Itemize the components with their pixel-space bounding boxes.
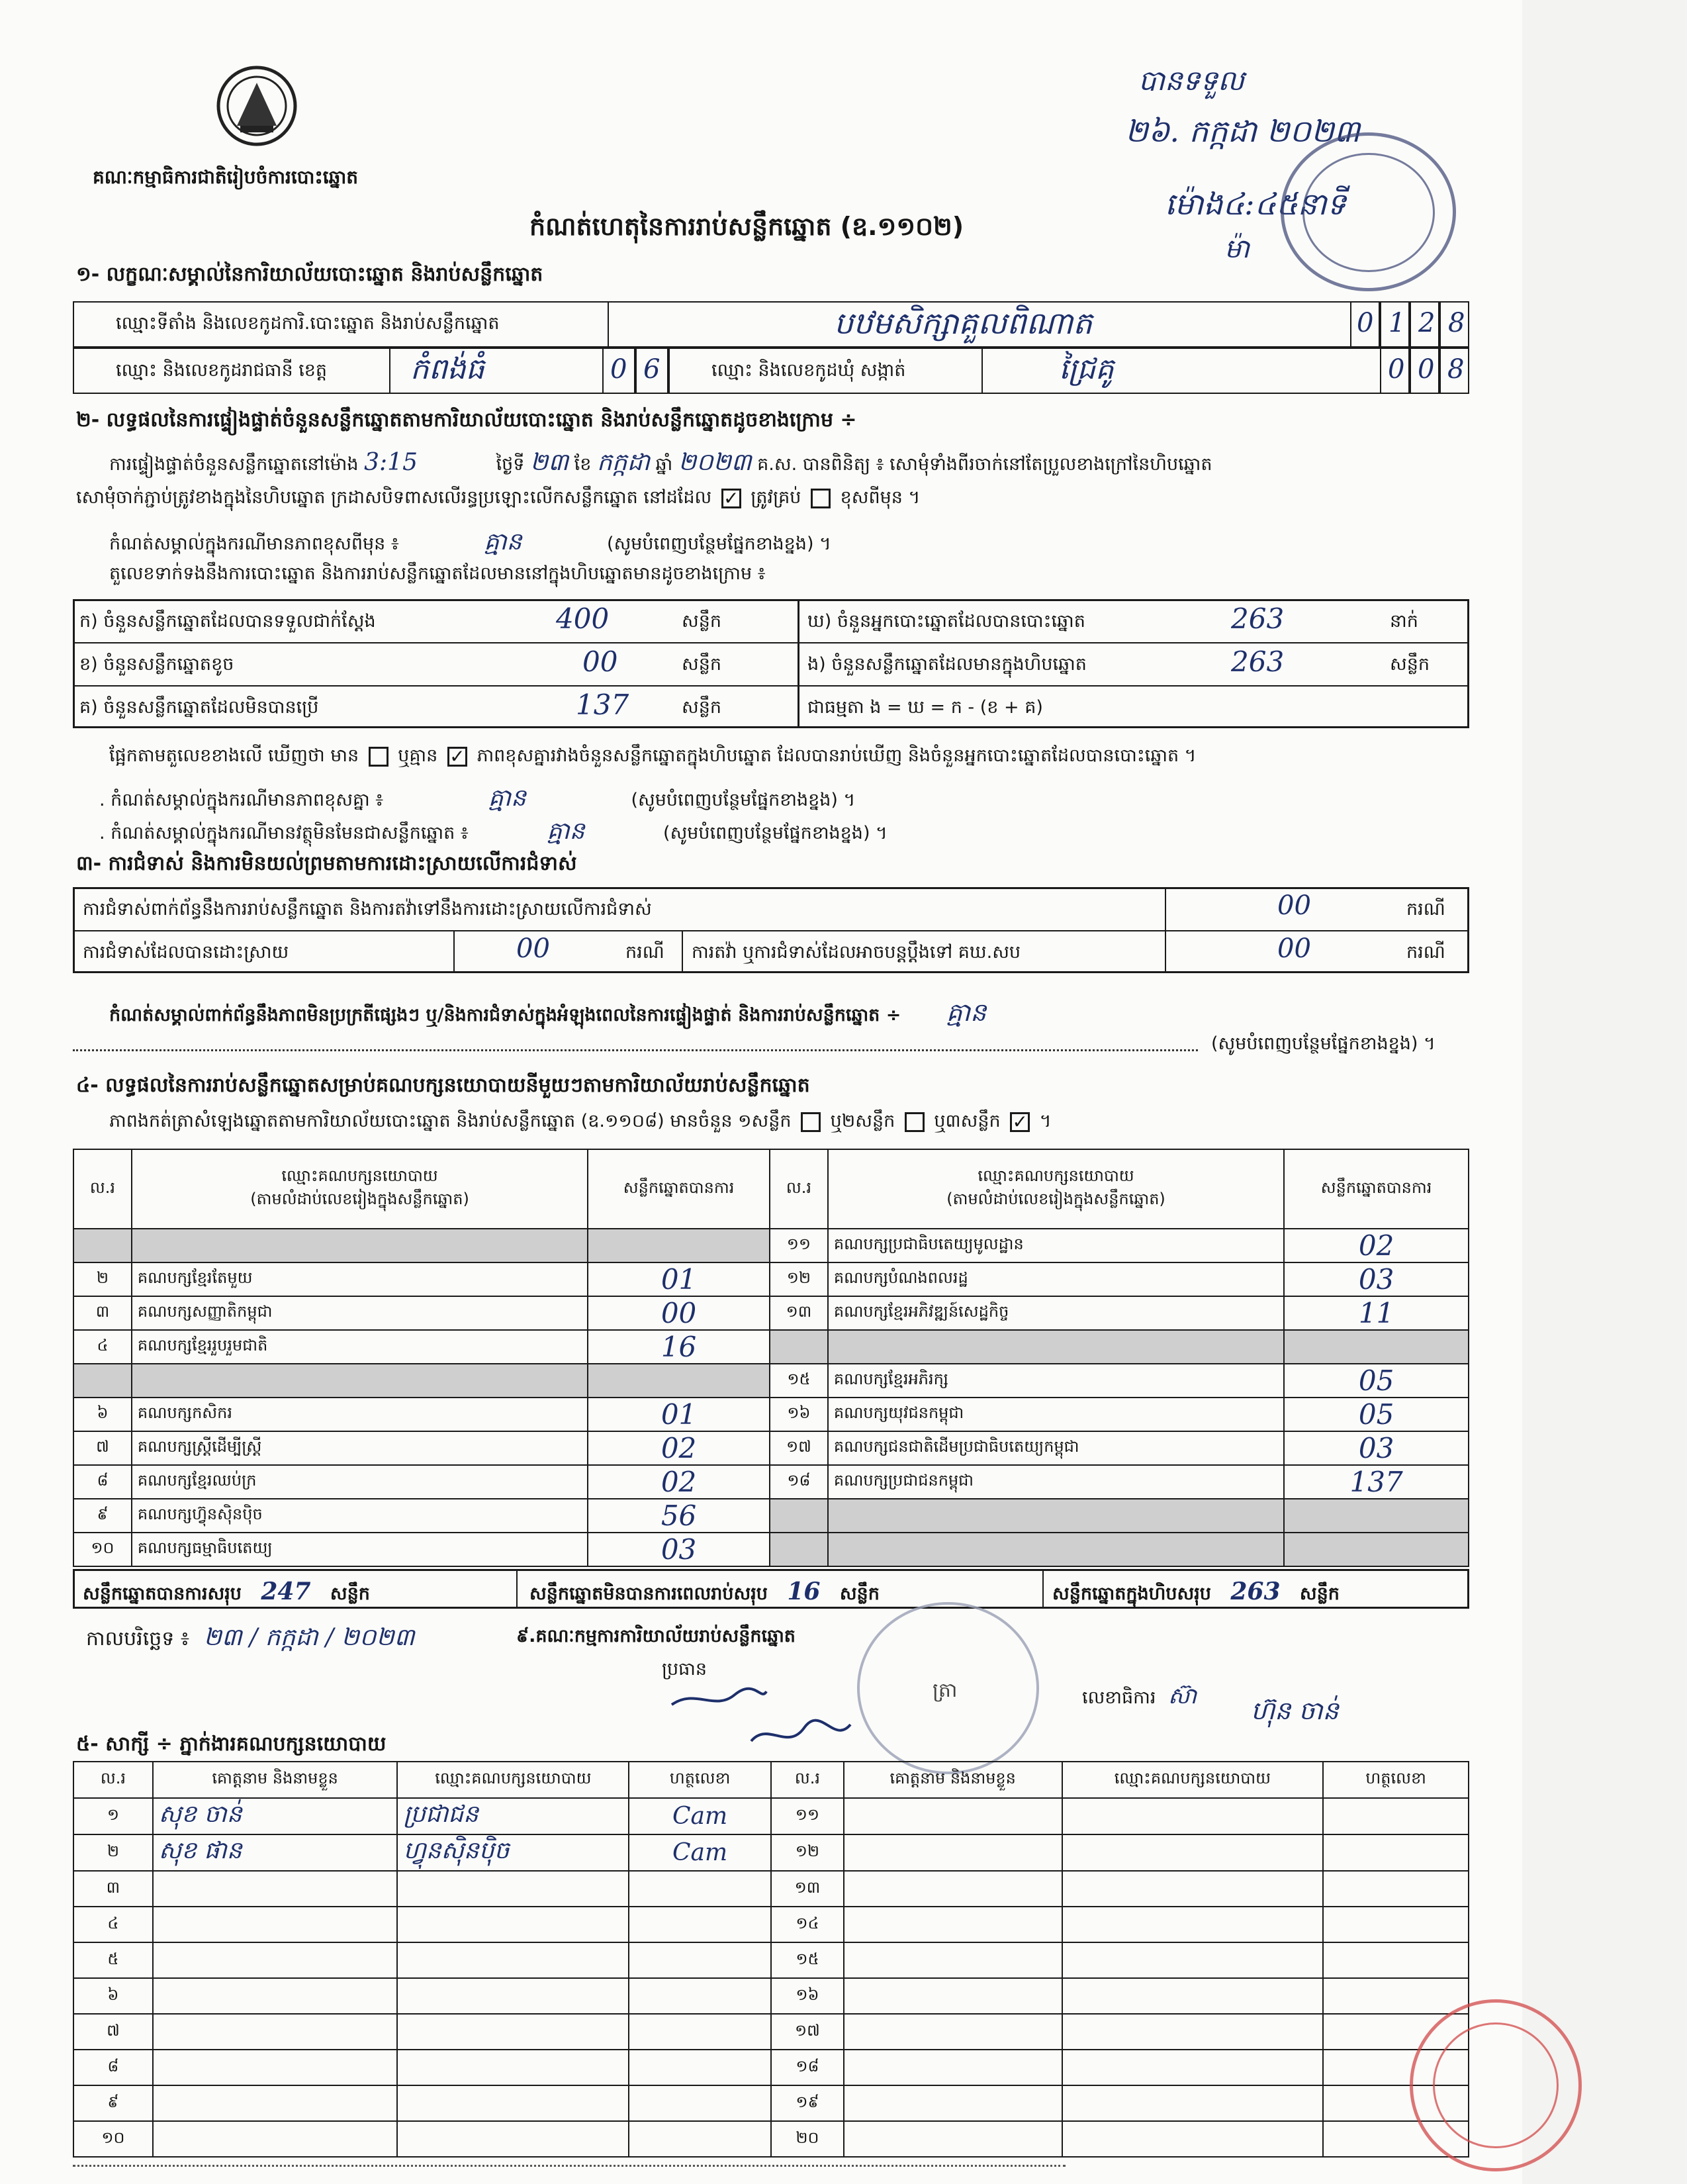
witness-signature: Cam (629, 1798, 771, 1834)
divider (516, 1569, 518, 1609)
witness-number: ៧ (73, 2014, 153, 2050)
section2-title: ២- លទ្ធផលនៃការផ្ទៀងផ្ទាត់ចំនួនសន្លឹកឆ្នោតតាមការិយាល័យបោះឆ្នោត និងរាប់សន្លឹកឆ្នោតដូចខាងក្រោម ÷ (76, 408, 857, 432)
resolved-label: ការជំទាស់ដែលបានដោះស្រាយ (83, 942, 289, 963)
irregularity-fill-note: (សូមបំពេញបន្ថែមផ្នែកខាងខ្នង) ។ (1211, 1033, 1436, 1054)
witness-signature (1323, 1798, 1469, 1834)
party-number (73, 1229, 132, 1262)
witness-number: ១៨ (771, 2050, 844, 2085)
party-name: គណបក្សខ្មែរអភិវឌ្ឍន៍សេដ្ឋកិច្ច (828, 1296, 1284, 1330)
witness-party (1062, 1907, 1324, 1942)
party-name: គណបក្សខ្មែរតែមួយ (132, 1262, 588, 1296)
resolved-value: 00 (516, 933, 550, 964)
results-table (73, 1149, 1469, 1567)
figure-value: 263 (1231, 645, 1285, 678)
summary-box-total: សន្លឹកឆ្នោតក្នុងហិបសរុប 263 សន្លឹក (1052, 1578, 1340, 1605)
party-name: គណបក្សជនជាតិដើមប្រជាធិបតេយ្យកម្ពុជា (828, 1431, 1284, 1465)
party-number: ៨ (73, 1465, 132, 1499)
witness-party (1062, 1942, 1324, 1978)
verify-line: ការផ្ទៀងផ្ទាត់ចំនួនសន្លឹកឆ្នោតនៅម៉ោង 3:15 ថ្ងៃទី ២៣ ខែ កក្កដា ឆ្នាំ ២០២៣ គ.ស. បានពិនិត្យ ៖ សោមុំទាំងពីរចាក់នៅតែប្រួលខាងក្រៅនៃហិបឆ្នោត (109, 449, 1212, 476)
figure-label: គ) ចំនួនសន្លឹកឆ្នោតដែលមិនបានប្រើ (79, 697, 319, 718)
witness-name (844, 2121, 1062, 2157)
discrepancy-line: ផ្អែកតាមតួលេខខាងលើ ឃើញថា មាន ឬគ្មាន ✓ ភាពខុសគ្នារវាងចំនួនសន្លឹកឆ្នោតក្នុងហិបឆ្នោត ដែលបានរាប់ឃើញ និងចំនួនអ្នកបោះឆ្នោតដែលបានបោះឆ្នោត ។ (109, 745, 1197, 767)
witness-signature (1323, 1942, 1469, 1978)
col-sign-header: ហត្ថលេខា (1323, 1762, 1469, 1798)
appeal-unit: ករណី (1406, 942, 1445, 963)
witness-signature (1323, 1834, 1469, 1871)
received-time: ម៉ោង៤:៤៥នាទី (1165, 186, 1346, 222)
summary-valid: សន្លឹកឆ្នោតបានការសរុប 247 សន្លឹក (83, 1578, 370, 1605)
party-votes (1284, 1533, 1469, 1566)
party-number: ១៥ (770, 1364, 828, 1398)
table-row (73, 1330, 1469, 1364)
table-row (73, 1834, 1469, 1871)
table-row (73, 1942, 1469, 1978)
witness-party (1062, 2121, 1324, 2157)
party-number: ៤ (73, 1330, 132, 1364)
commune-code-digit: 0 (1388, 354, 1405, 385)
official-stamp (1281, 132, 1456, 291)
station-name: បឋមសិក្សាគួលពិណាត (834, 305, 1093, 341)
chair-label: ប្រធាន (662, 1659, 707, 1680)
station-code-digit: 2 (1418, 308, 1436, 338)
col-party-header: ឈ្មោះគណបក្សនយោបាយ (1062, 1762, 1324, 1798)
has-discrepancy-checkbox[interactable] (369, 747, 388, 767)
province-name: កំពង់ធំ (410, 352, 484, 386)
figure-value: 137 (576, 688, 629, 721)
witness-number: ១៦ (771, 1978, 844, 2014)
witness-name (153, 1978, 398, 2014)
figure-label: ខ) ចំនួនសន្លឹកឆ្នោតខូច (79, 654, 234, 675)
commune-label: ឈ្មោះ និងលេខកូដឃុំ សង្កាត់ (711, 360, 906, 381)
witness-name (153, 1942, 398, 1978)
witness-name (153, 2121, 398, 2157)
party-name: គណបក្សខ្មែរឈប់ក្រ (132, 1465, 588, 1499)
party-votes (588, 1229, 770, 1262)
figure-value: 263 (1231, 602, 1285, 635)
party-votes: 02 (588, 1465, 770, 1499)
party-votes (588, 1364, 770, 1398)
table-row (73, 1871, 1469, 1907)
witness-name (844, 1978, 1062, 2014)
party-number: ១០ (73, 1533, 132, 1566)
party-name: គណបក្សសញ្ញាតិកម្ពុជា (132, 1296, 588, 1330)
witness-party (397, 2085, 629, 2121)
party-votes: 01 (588, 1262, 770, 1296)
col-votes-header: សន្លឹកឆ្នោតបានការ (1284, 1149, 1469, 1229)
formula-note: ជាធម្មតា ង = ឃ = ក - (ខ + គ) (807, 697, 1043, 718)
witness-number: ៨ (73, 2050, 153, 2085)
divider (1042, 1569, 1044, 1609)
col-no-header: ល.រ (770, 1149, 828, 1229)
party-votes (1284, 1330, 1469, 1364)
party-number (770, 1499, 828, 1533)
witness-number: ១០ (73, 2121, 153, 2157)
witness-name (844, 1942, 1062, 1978)
party-votes: 56 (588, 1499, 770, 1533)
province-code-digit: 0 (610, 354, 627, 385)
table-row (73, 2014, 1469, 2050)
witness-party (397, 2121, 629, 2157)
witness-number: ៦ (73, 1978, 153, 2014)
footer-dotted-line (73, 2165, 1066, 2167)
province-label: ឈ្មោះ និងលេខកូដរាជធានី ខេត្ត (116, 360, 328, 381)
witness-name (844, 1907, 1062, 1942)
divider (453, 930, 455, 973)
figure-label: ក) ចំនួនសន្លឹកឆ្នោតដែលបានទទួលជាក់ស្ដែង (79, 611, 376, 632)
witness-signature (1323, 1871, 1469, 1907)
station-label: ឈ្មោះទីតាំង និងលេខកូដការិ.បោះឆ្នោត និងរាប់សន្លឹកឆ្នោត (116, 313, 500, 334)
witness-name: សុខ ចាន់ (153, 1798, 398, 1834)
objection-value: 00 (1277, 890, 1311, 921)
party-votes: 01 (588, 1398, 770, 1431)
witness-name (153, 1871, 398, 1907)
party-name: គណបក្សខ្មែររួបរួមជាតិ (132, 1330, 588, 1364)
witness-name (844, 2085, 1062, 2121)
section4-title: ៤- លទ្ធផលនៃការរាប់សន្លឹកឆ្នោតសម្រាប់គណបក្សនយោបាយនីមួយៗតាមការិយាល័យរាប់សន្លឹកឆ្នោត (76, 1074, 810, 1097)
received-sign: ម៉ា (1224, 234, 1250, 264)
commune-name: ជ្រៃគូ (1059, 352, 1114, 386)
commune-label-cell (668, 348, 983, 394)
table-row (73, 1978, 1469, 2014)
witness-signature (629, 1978, 771, 2014)
table-row (73, 2121, 1469, 2157)
wrong-checkbox[interactable] (811, 489, 831, 508)
station-code-digit: 1 (1389, 308, 1406, 338)
witness-number: ១៤ (771, 1907, 844, 1942)
divider (73, 642, 1469, 643)
party-number (770, 1533, 828, 1566)
section1-title: ១- លក្ខណៈសម្គាល់នៃការិយាល័យបោះឆ្នោត និងរាប់សន្លឹកឆ្នោត (76, 263, 543, 286)
witness-number: ២០ (771, 2121, 844, 2157)
station-code-digit: 8 (1448, 308, 1465, 338)
two-sheet-checkbox[interactable] (905, 1112, 925, 1132)
divider (682, 930, 683, 973)
table-row (73, 2050, 1469, 2085)
party-name: គណបក្សកសិករ (132, 1398, 588, 1431)
witness-party (397, 1871, 629, 1907)
witness-number: ៤ (73, 1907, 153, 1942)
col-party-header: ឈ្មោះគណបក្សនយោបាយ (397, 1762, 629, 1798)
witness-name (844, 1798, 1062, 1834)
party-number: ៩ (73, 1499, 132, 1533)
witness-party: ហ្វុនស៊ិនប៉ិច (397, 1834, 629, 1871)
section5-title: ៥- សាក្សី ÷ ភ្នាក់ងារគណបក្សនយោបាយ (76, 1733, 387, 1756)
witness-party (1062, 1798, 1324, 1834)
figure-unit: សន្លឹក (1390, 654, 1430, 675)
party-number: ៣ (73, 1296, 132, 1330)
witness-name (844, 2050, 1062, 2085)
table-row (73, 1499, 1469, 1533)
divider (1165, 887, 1166, 973)
party-number: ១៦ (770, 1398, 828, 1431)
party-name: គណបក្សស្ត្រីដើម្បីស្ត្រី (132, 1431, 588, 1465)
correct-checkbox[interactable]: ✓ (721, 489, 741, 508)
witness-number: ១ (73, 1798, 153, 1834)
secretary-label: លេខាធិការ ស៊ា (1082, 1683, 1197, 1709)
table-row (73, 1431, 1469, 1465)
witness-signature: Cam (629, 1834, 771, 1871)
witness-signature (629, 2050, 771, 2085)
one-sheet-checkbox[interactable] (801, 1112, 821, 1132)
object-remark-line: . កំណត់សម្គាល់ក្នុងករណីមានវត្ថុមិនមែនជាសន្លឹកឆ្នោត ៖ គ្មាន (សូមបំពេញបន្ថែមផ្នែកខាងខ្នង) ។ (99, 818, 888, 845)
figure-value: 00 (582, 645, 618, 678)
col-votes-header: សន្លឹកឆ្នោតបានការ (588, 1149, 770, 1229)
party-votes: 03 (1284, 1262, 1469, 1296)
witness-party (1062, 2085, 1324, 2121)
seal-line: សោមុំចាក់ភ្ជាប់ត្រូវខាងក្នុងនៃហិបឆ្នោត ក្រដាសបិទពាសលើរន្ធប្រឡោះលើកសន្លឹកឆ្នោត នៅដដែល ✓ ត្រូវគ្រប់ ខុសពីមុន ។ (76, 487, 921, 509)
party-votes: 137 (1284, 1465, 1469, 1499)
table-row (73, 1398, 1469, 1431)
col-no-header: ល.រ (73, 1762, 153, 1798)
figures-intro: តួលេខទាក់ទងនឹងការបោះឆ្នោត និងការរាប់សន្លឹកឆ្នោតដែលមាននៅក្នុងហិបឆ្នោតមានដូចខាងក្រោម ៖ (109, 563, 766, 584)
col-no-header: ល.រ (73, 1149, 132, 1229)
col-name-header: គោត្តនាម និងនាមខ្លួន (844, 1762, 1062, 1798)
party-votes: 03 (1284, 1431, 1469, 1465)
table-row (73, 1907, 1469, 1942)
commune-code-digit: 0 (1418, 354, 1435, 385)
witness-signature (629, 1907, 771, 1942)
party-name (132, 1364, 588, 1398)
party-number (73, 1364, 132, 1398)
party-votes: 05 (1284, 1398, 1469, 1431)
table-row (73, 1296, 1469, 1330)
three-sheet-checkbox[interactable]: ✓ (1010, 1112, 1030, 1132)
party-number: ២ (73, 1262, 132, 1296)
witness-number: ១៣ (771, 1871, 844, 1907)
party-name: គណបក្សធម្មាធិបតេយ្យ (132, 1533, 588, 1566)
witness-number: ១៧ (771, 2014, 844, 2050)
party-name: គណបក្សខ្មែរអភិរក្ស (828, 1364, 1284, 1398)
chair-signature (668, 1685, 768, 1711)
secretary-name: ហ៊ុន ចាន់ (1251, 1696, 1339, 1725)
witness-party (397, 2014, 629, 2050)
objection-label: ការជំទាស់ពាក់ព័ន្ធនឹងការរាប់សន្លឹកឆ្នោត និងការតវ៉ាទៅនឹងការដោះស្រាយលើការជំទាស់ (83, 899, 652, 920)
party-number: ១៣ (770, 1296, 828, 1330)
witness-name (844, 2014, 1062, 2050)
diff-remark-line: . កំណត់សម្គាល់ក្នុងករណីមានភាពខុសគ្នា ៖ គ្មាន (សូមបំពេញបន្ថែមផ្នែកខាងខ្នង) ។ (99, 784, 856, 812)
witness-signature (629, 1942, 771, 1978)
party-votes (1284, 1499, 1469, 1533)
witness-name (153, 1907, 398, 1942)
party-number (770, 1330, 828, 1364)
witness-signature (629, 2121, 771, 2157)
appeal-value: 00 (1277, 933, 1311, 964)
commune-code-digit: 8 (1447, 354, 1465, 385)
party-name (828, 1533, 1284, 1566)
divider (73, 930, 1469, 931)
table-row (73, 1465, 1469, 1499)
witness-party (1062, 1834, 1324, 1871)
committee-stamp: ត្រា (857, 1602, 1039, 1774)
figure-unit: សន្លឹក (682, 654, 721, 675)
committee-label: ៩.គណៈកម្មការការិយាល័យរាប់សន្លឹកឆ្នោត (516, 1626, 796, 1646)
party-votes: 02 (1284, 1229, 1469, 1262)
section3-title: ៣- ការជំទាស់ និងការមិនយល់ព្រមតាមការដោះស្រាយលើការជំទាស់ (76, 852, 577, 875)
witness-number: ៣ (73, 1871, 153, 1907)
party-number: ១៧ (770, 1431, 828, 1465)
witness-table (73, 1761, 1469, 2158)
witness-name: សុខ ផាន (153, 1834, 398, 1871)
party-votes: 11 (1284, 1296, 1469, 1330)
figure-unit: សន្លឹក (682, 697, 721, 718)
emblem-icon (210, 63, 303, 152)
station-code-digit: 0 (1357, 308, 1374, 338)
figure-label: ឃ) ចំនួនអ្នកបោះឆ្នោតដែលបានបោះឆ្នោត (807, 611, 1085, 632)
witness-party (1062, 1978, 1324, 2014)
no-discrepancy-checkbox[interactable]: ✓ (447, 747, 467, 767)
witness-party (397, 2050, 629, 2085)
party-votes: 16 (588, 1330, 770, 1364)
witness-number: ១៥ (771, 1942, 844, 1978)
form-title: កំណត់ហេតុនៃការរាប់សន្លឹកឆ្នោត (ឧ.១១០២) (529, 212, 964, 241)
divider (73, 685, 1469, 687)
table-row (73, 1798, 1469, 1834)
col-party-header: ឈ្មោះគណបក្សនយោបាយ (តាមលំដាប់លេខរៀងក្នុងសន្លឹកឆ្នោត) (132, 1149, 588, 1229)
witness-party (397, 1942, 629, 1978)
party-votes: 02 (588, 1431, 770, 1465)
witness-number: ២ (73, 1834, 153, 1871)
received-date: ២៦. កក្កដា ២០២៣ (1125, 113, 1360, 149)
witness-name (153, 2050, 398, 2085)
witness-party (397, 1907, 629, 1942)
diff-note-line: កំណត់សម្គាល់ក្នុងករណីមានភាពខុសពីមុន ៖ គ្មាន (សូមបំពេញបន្ថែមផ្នែកខាងខ្នង) ។ (109, 528, 831, 555)
witness-party (1062, 2014, 1324, 2050)
witness-signature (1323, 1978, 1469, 2014)
appeal-label: ការតវ៉ា ឬការជំទាស់ដែលអាចបន្តប្ដឹងទៅ គឃ.សប (692, 942, 1021, 963)
party-number: ៧ (73, 1431, 132, 1465)
witness-name (153, 2085, 398, 2121)
party-number: ៦ (73, 1398, 132, 1431)
party-name: គណបក្សហ៊្វុនស៊ិនប៉ិច (132, 1499, 588, 1533)
party-name: គណបក្សប្រជាជនកម្ពុជា (828, 1465, 1284, 1499)
summary-invalid: សន្លឹកឆ្នោតមិនបានការពេលរាប់សរុប 16 សន្លឹក (529, 1578, 880, 1605)
table-row (73, 1364, 1469, 1398)
witness-number: ១១ (771, 1798, 844, 1834)
witness-party (1062, 1871, 1324, 1907)
received-note: បានទទួល (1138, 64, 1244, 97)
figure-unit: នាក់ (1390, 611, 1418, 632)
witness-party (397, 1978, 629, 2014)
party-name (828, 1499, 1284, 1533)
red-stamp (1410, 1999, 1582, 2171)
witness-signature (629, 1871, 771, 1907)
party-name (132, 1229, 588, 1262)
figure-value: 400 (556, 602, 610, 635)
witness-number: ១២ (771, 1834, 844, 1871)
witness-number: ៩ (73, 2085, 153, 2121)
party-votes: 00 (588, 1296, 770, 1330)
witness-name (844, 1871, 1062, 1907)
party-name (828, 1330, 1284, 1364)
province-code-digit: 6 (643, 354, 661, 385)
party-name: គណបក្សយុវជនកម្ពុជា (828, 1398, 1284, 1431)
party-name: គណបក្សបំណងពលរដ្ឋ (828, 1262, 1284, 1296)
party-name: គណបក្សប្រជាធិបតេយ្យមូលដ្ឋាន (828, 1229, 1284, 1262)
table-row (73, 2085, 1469, 2121)
resolved-unit: ករណី (625, 942, 664, 963)
witness-name (153, 2014, 398, 2050)
col-name-header: គោត្តនាម និងនាមខ្លួន (153, 1762, 398, 1798)
table-row (73, 1533, 1469, 1566)
col-sign-header: ហត្ថលេខា (629, 1762, 771, 1798)
witness-number: ៥ (73, 1942, 153, 1978)
witness-number: ១៩ (771, 2085, 844, 2121)
table-row (73, 1229, 1469, 1262)
member-signature (748, 1715, 854, 1754)
col-party-header: ឈ្មោះគណបក្សនយោបាយ (តាមលំដាប់លេខរៀងក្នុងសន្លឹកឆ្នោត) (828, 1149, 1284, 1229)
party-number: ១១ (770, 1229, 828, 1262)
irregularity-remark: កំណត់សម្គាល់ពាក់ព័ន្ធនឹងភាពមិនប្រក្រតីផ្សេងៗ ឬ/និងការជំទាស់ក្នុងអំឡុងពេលនៃការផ្ទៀងផ្ទាត់ និងការរាប់សន្លឹកឆ្នោត ÷ គ្មាន (109, 998, 987, 1027)
table-row (73, 1262, 1469, 1296)
party-votes: 03 (588, 1533, 770, 1566)
objection-unit: ករណី (1406, 899, 1445, 920)
figure-unit: សន្លឹក (682, 611, 721, 632)
party-number: ១៨ (770, 1465, 828, 1499)
party-votes: 05 (1284, 1364, 1469, 1398)
dotted-line (73, 1049, 1198, 1051)
witness-party (1062, 2050, 1324, 2085)
sheet-count-line: ភាពងកត់ត្រាសំឡេងឆ្នោតតាមការិយាល័យបោះឆ្នោត និងរាប់សន្លឹកឆ្នោត (ឧ.១១០៨) មានចំនួន ១សន្លឹក ឬ២សន្លឹក ឬ៣សន្លឹក ✓ ។ (109, 1110, 1052, 1133)
witness-name (844, 1834, 1062, 1871)
witness-signature (1323, 1907, 1469, 1942)
witness-party: ប្រជាជន (397, 1798, 629, 1834)
witness-signature (629, 2085, 771, 2121)
figure-label: ង) ចំនួនសន្លឹកឆ្នោតដែលមានក្នុងហិបឆ្នោត (807, 654, 1087, 675)
date-line: កាលបរិច្ឆេទ ៖ ២៣ / កក្កដា / ២០២៣ (86, 1624, 415, 1651)
divider (798, 599, 799, 728)
party-number: ១២ (770, 1262, 828, 1296)
col-no-header: ល.រ (771, 1762, 844, 1798)
org-name: គណៈកម្មាធិការជាតិរៀបចំការបោះឆ្នោត (93, 166, 359, 188)
witness-signature (629, 2014, 771, 2050)
